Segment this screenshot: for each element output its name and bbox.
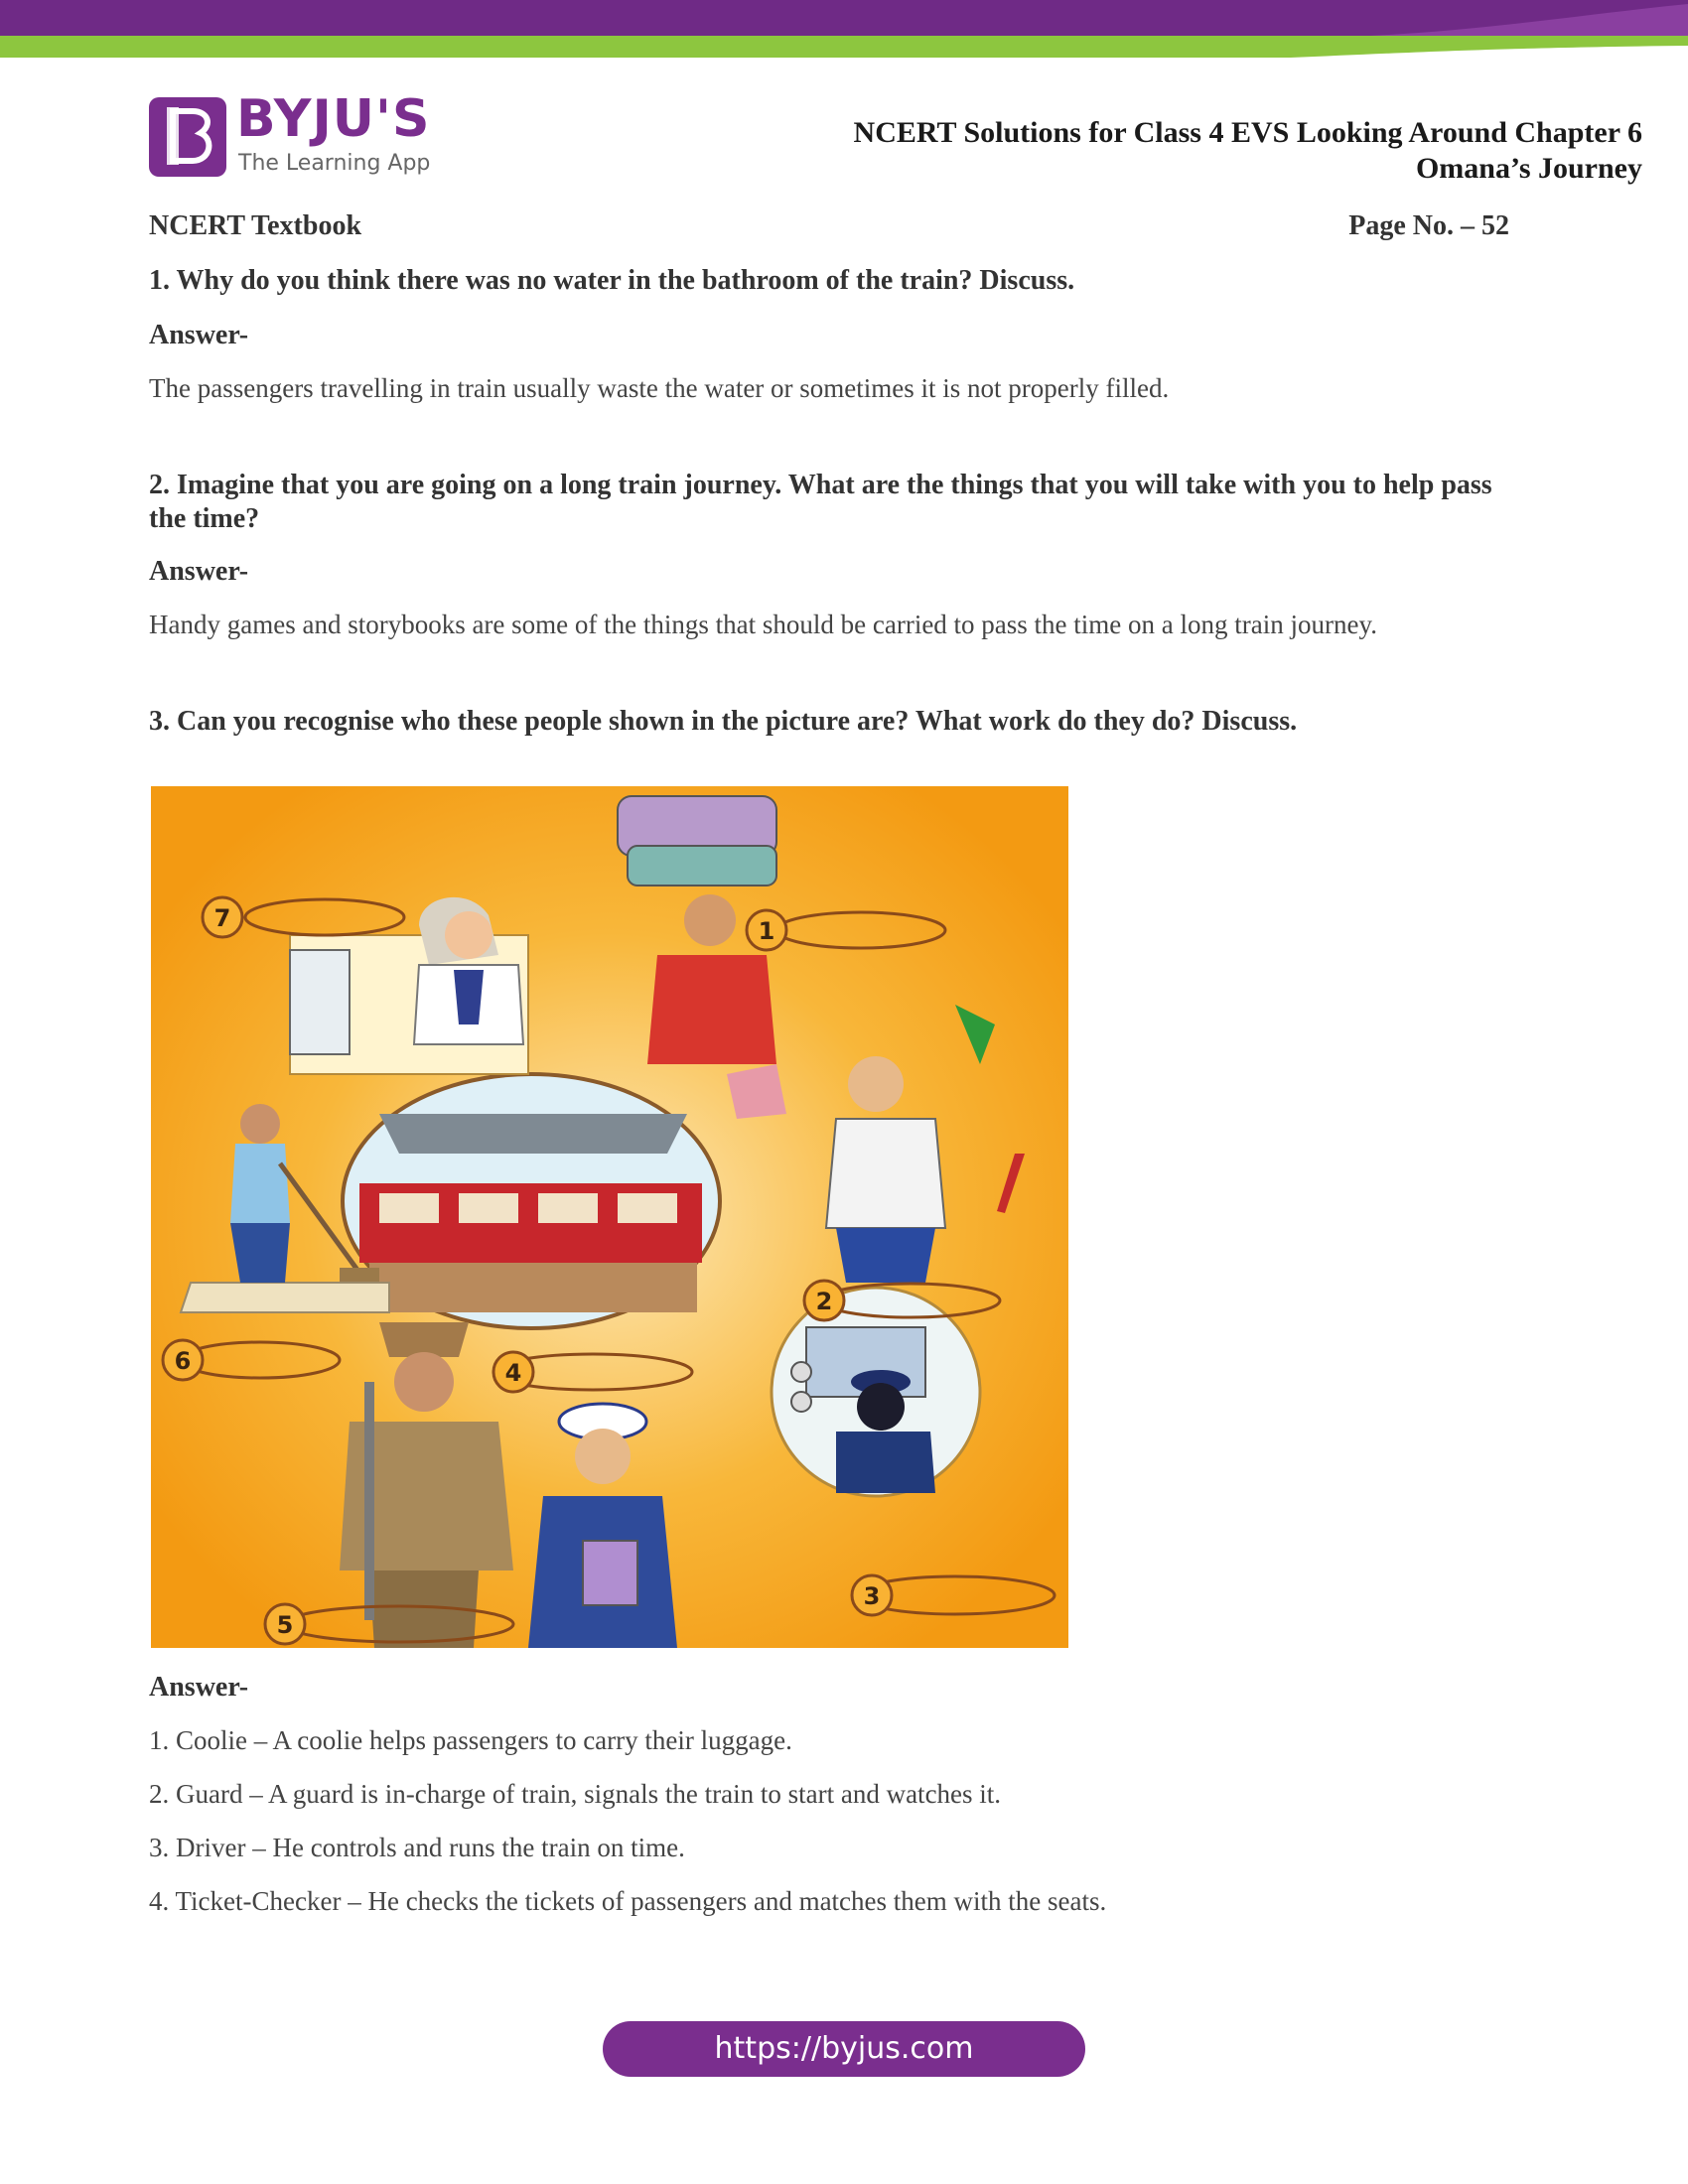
answer-3-item-4: 4. Ticket-Checker – He checks the tickets of passengers and matches them with the seats. [149, 1886, 1107, 1916]
station-scene [343, 1074, 720, 1328]
answer-2-text: Handy games and storybooks are some of the things that should be carried to pass the time on a long train journey. [149, 610, 1377, 639]
label-number-4: 4 [504, 1359, 522, 1387]
document-title [854, 115, 1642, 187]
label-number-3: 3 [863, 1582, 881, 1610]
byjus-logo-mark-icon [149, 97, 226, 177]
railway-workers-illustration [151, 786, 1068, 1648]
brand-tagline: The Learning App [238, 151, 431, 176]
brand-name: BYJU'S [236, 89, 431, 149]
question-2: 2. Imagine that you are going on a long train journey. What are the things that you will take with you to help pass the time? [149, 470, 1492, 534]
label-number-5: 5 [276, 1611, 294, 1639]
answer-3-label: Answer- [149, 1672, 249, 1703]
driver-figure [772, 1288, 980, 1496]
label-number-1: 1 [758, 917, 775, 945]
answer-1-text: The passengers travelling in train usually waste the water or sometimes it is not properly filled. [149, 373, 1170, 403]
question-1: 1. Why do you think there was no water in the bathroom of the train? Discuss. [149, 265, 1075, 296]
answer-3-item-3: 3. Driver – He controls and runs the train on time. [149, 1833, 685, 1862]
byjus-logo [149, 89, 437, 183]
page-number: Page No. – 52 [1348, 210, 1509, 241]
label-number-7: 7 [213, 904, 231, 932]
question-3: 3. Can you recognise who these people shown in the picture are? What work do they do? Discuss. [149, 706, 1298, 737]
answer-3-item-2: 2. Guard – A guard is in-charge of train, signals the train to start and watches it. [149, 1779, 1002, 1809]
answer-2-label: Answer- [149, 556, 249, 587]
top-decorative-band [0, 0, 1688, 64]
answer-1-label: Answer- [149, 320, 249, 350]
answer-3-section [149, 1672, 1509, 1938]
subheader-row [149, 210, 1509, 250]
answer-3-item-1: 1. Coolie – A coolie helps passengers to carry their luggage. [149, 1725, 792, 1755]
label-number-6: 6 [174, 1347, 192, 1375]
label-number-2: 2 [815, 1288, 833, 1315]
textbook-label: NCERT Textbook [149, 210, 362, 241]
document-title-line1: NCERT Solutions for Class 4 EVS Looking Around Chapter 6 [853, 116, 1642, 149]
footer-website-link[interactable]: https://byjus.com [603, 2021, 1085, 2077]
document-title-line2: Omana’s Journey [1415, 152, 1642, 185]
main-content [149, 210, 1509, 739]
